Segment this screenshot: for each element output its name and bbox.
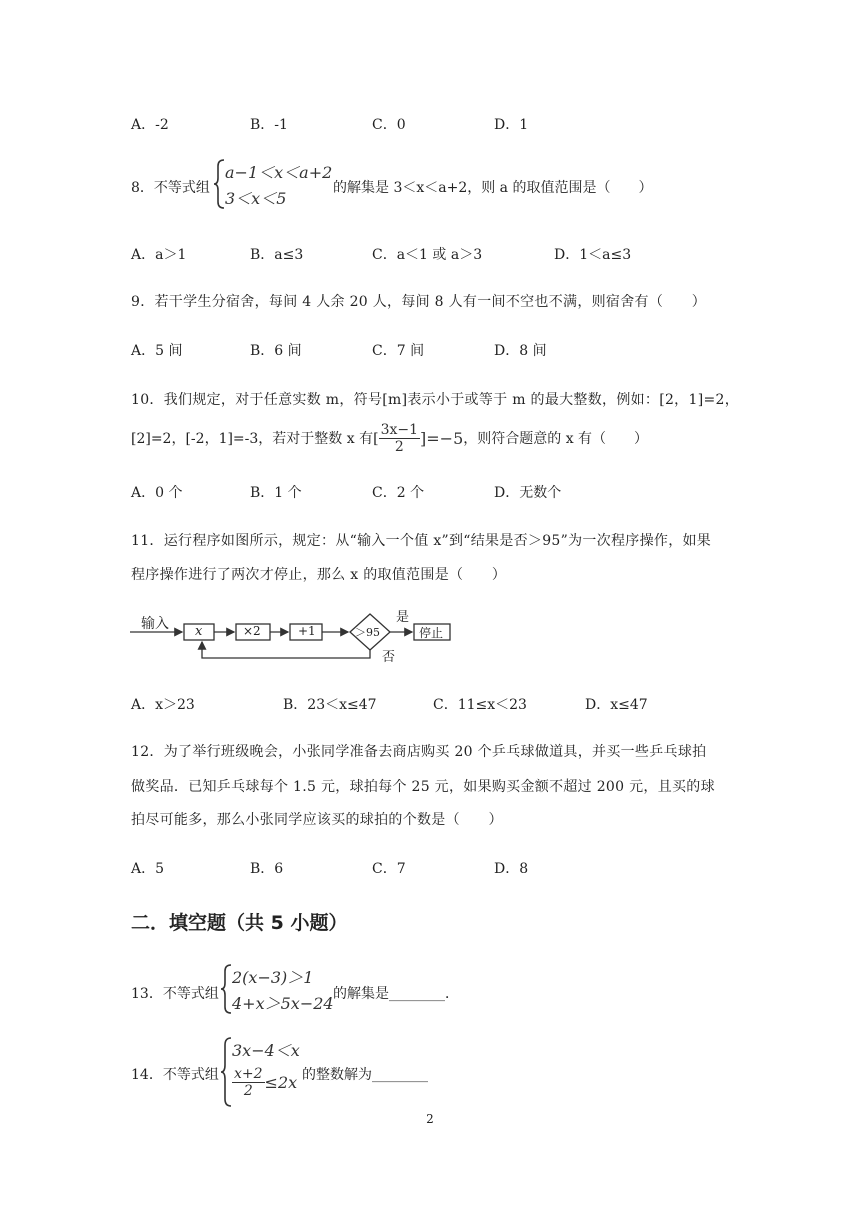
q12-option-c: C．7 (372, 861, 406, 877)
q11-line1: 11．运行程序如图所示，规定：从“输入一个值 x”到“结果是否＞95”为一次程序操作，如果 (131, 533, 712, 549)
q8-system-row2: 3＜x＜5 (225, 189, 287, 208)
q10-option-b: B．1 个 (250, 485, 302, 501)
q12-line3: 拍尽可能多，那么小张同学应该买的球拍的个数是（ ） (131, 812, 503, 828)
q13-system-row2: 4+x＞5x−24 (232, 994, 334, 1013)
q9-text: 9．若干学生分宿舍，每间 4 人余 20 人，每间 8 人有一间不空也不满，则宿舍有（ ） (131, 294, 707, 310)
q13-system-row1: 2(x−3)＞1 (232, 968, 314, 987)
q12-line2: 做奖品．已知乒乓球每个 1.5 元，球拍每个 25 元，如果购买金额不超过 200 元，且买的球 (131, 779, 715, 795)
q8-option-b: B．a≤3 (250, 247, 304, 263)
q10-line1: 10．我们规定，对于任意实数 m，符号[m]表示小于或等于 m 的最大整数，例如：[2，1]=2， (131, 392, 739, 408)
q14-row2 (232, 1066, 297, 1099)
q10-fraction (379, 422, 420, 455)
q14-row2-den: 2 (243, 1083, 253, 1099)
q11-option-c: C．11≤x＜23 (433, 697, 527, 713)
flow-input-label: 输入 (141, 616, 169, 632)
q7-option-a: A．-2 (131, 117, 169, 133)
page-number: 2 (426, 1112, 434, 1126)
q10-line2-suffix: ，则符合题意的 x 有（ ） (463, 431, 649, 447)
q10-option-c: C．2 个 (372, 485, 425, 501)
q12-option-a: A．5 (131, 861, 165, 877)
flow-box-x: x (195, 624, 203, 639)
q14-system (220, 1036, 310, 1108)
q14-row2-num: x+2 (234, 1066, 263, 1082)
q9-option-c: C．7 间 (372, 343, 425, 359)
q7-option-b: B．-1 (250, 117, 288, 133)
q12-option-d: D．8 (494, 861, 529, 877)
q14-row2-rest: ≤2x (264, 1073, 298, 1092)
q12-line1: 12．为了举行班级晚会，小张同学准备去商店购买 20 个乒乓球做道具，并买一些乒乓球拍 (131, 744, 707, 760)
q11-option-a: A．x＞23 (131, 697, 195, 713)
q10-frac-num: 3x−1 (380, 421, 419, 438)
q10-frac-den: 2 (394, 438, 404, 455)
section-title: 二．填空题（共 5 小题） (131, 912, 348, 934)
q9-option-a: A．5 间 (131, 343, 183, 359)
q9-option-d: D．8 间 (494, 343, 547, 359)
q7-option-c: C．0 (372, 117, 406, 133)
q10-option-a: A．0 个 (131, 485, 183, 501)
q14-suffix: 的整数解为________ (302, 1067, 428, 1083)
flow-diamond: ＞95 (355, 626, 380, 639)
flow-stop: 停止 (419, 626, 444, 640)
q13-prefix: 13．不等式组 (131, 986, 219, 1002)
flow-yes: 是 (396, 610, 410, 625)
q8-option-c: C．a＜1 或 a＞3 (372, 247, 483, 263)
q14-row2-frac (232, 1066, 265, 1099)
q11-option-d: D．x≤47 (585, 697, 648, 713)
q12-option-b: B．6 (250, 861, 284, 877)
q8-system-row1: a−1＜x＜a+2 (225, 163, 333, 182)
q10-line2-prefix: [2]=2，[-2，1]=-3，若对于整数 x 有[ (131, 431, 379, 447)
flow-box-plus: +1 (298, 624, 316, 638)
q10-line2 (131, 420, 648, 456)
q10-option-d: D．无数个 (494, 485, 562, 501)
q8-option-a: A．a＞1 (131, 247, 187, 263)
q10-line2-eq: ]=−5 (420, 428, 464, 448)
q14-row1: 3x−4＜x (232, 1041, 300, 1060)
q8-suffix: 的解集是 3＜x＜a+2，则 a 的取值范围是（ ） (333, 180, 653, 196)
q7-option-d: D．1 (494, 117, 529, 133)
q13-system (220, 963, 338, 1015)
q8-system (213, 158, 331, 210)
flow-no: 否 (382, 650, 396, 665)
q8-option-d: D．1＜a≤3 (554, 247, 632, 263)
q11-line2: 程序操作进行了两次才停止，那么 x 的取值范围是（ ） (131, 567, 507, 583)
flow-box-times: ×2 (243, 624, 261, 638)
q13-suffix: 的解集是________． (333, 986, 459, 1002)
q14-prefix: 14．不等式组 (131, 1067, 219, 1083)
q8-prefix: 8．不等式组 (131, 180, 210, 196)
q11-option-b: B．23＜x≤47 (283, 697, 377, 713)
q11-flowchart (128, 604, 458, 666)
q9-option-b: B．6 间 (250, 343, 302, 359)
